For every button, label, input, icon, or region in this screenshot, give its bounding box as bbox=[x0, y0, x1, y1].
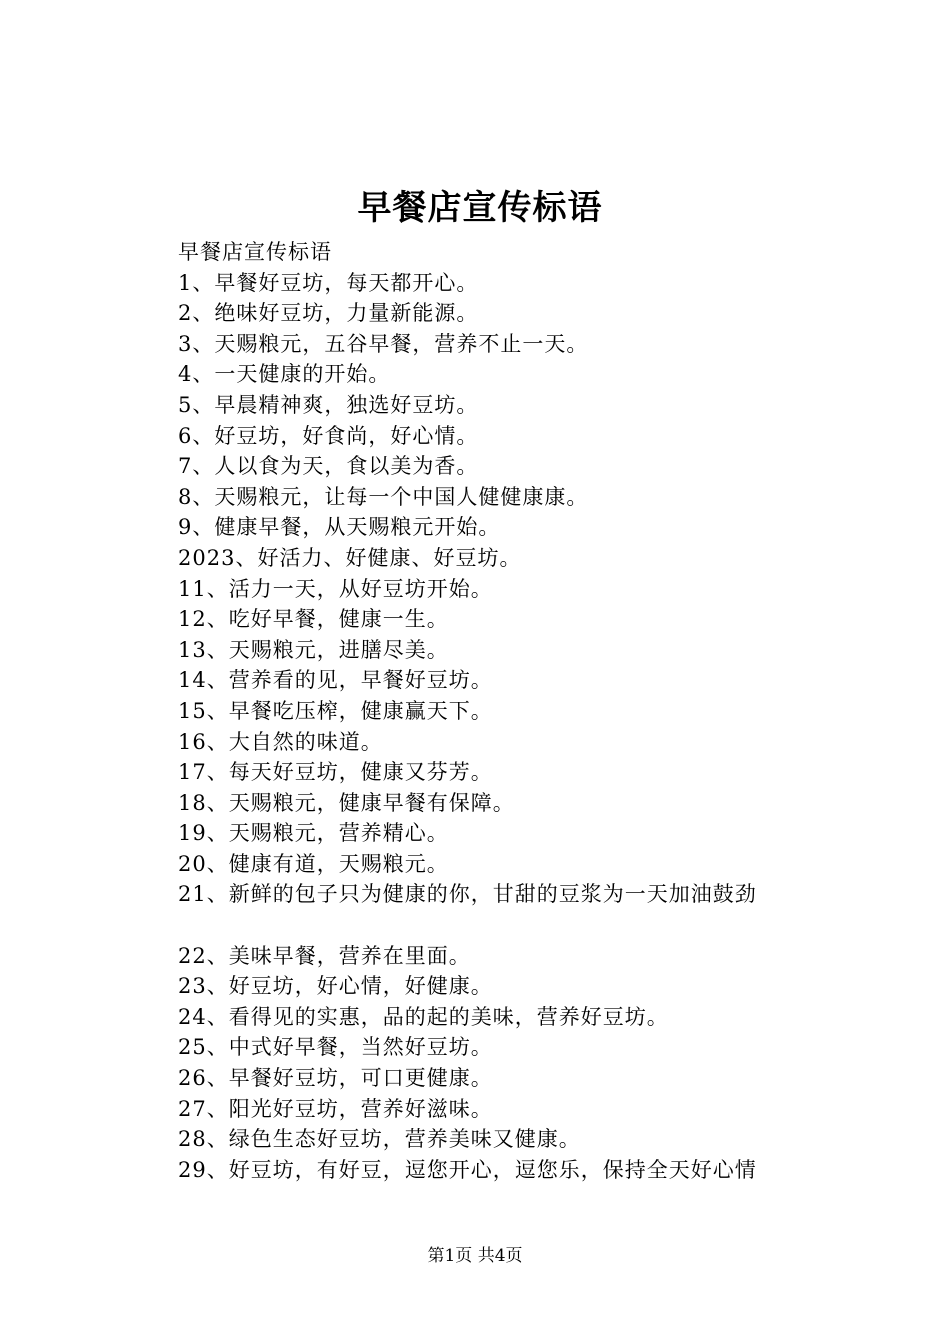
text-line: 20、健康有道，天赐粮元。 bbox=[178, 851, 449, 876]
text-line: 16、大自然的味道。 bbox=[178, 729, 383, 754]
text-line: 13、天赐粮元，进膳尽美。 bbox=[178, 637, 449, 662]
text-line: 24、看得见的实惠，品的起的美味，营养好豆坊。 bbox=[178, 1004, 669, 1029]
text-line: 1、早餐好豆坊，每天都开心。 bbox=[178, 270, 479, 295]
text-line: 15、早餐吃压榨，健康赢天下。 bbox=[178, 698, 493, 723]
text-line: 7、人以食为天，食以美为香。 bbox=[178, 454, 479, 479]
text-line: 2023、好活力、好健康、好豆坊。 bbox=[178, 545, 522, 570]
text-line: 18、天赐粮元，健康早餐有保障。 bbox=[178, 790, 515, 815]
text-line: 11、活力一天，从好豆坊开始。 bbox=[178, 576, 493, 601]
text-line: 21、新鲜的包子只为健康的你，甘甜的豆浆为一天加油鼓劲 bbox=[178, 882, 757, 907]
text-line: 9、健康早餐，从天赐粮元开始。 bbox=[178, 515, 501, 540]
text-line: 28、绿色生态好豆坊，营养美味又健康。 bbox=[178, 1127, 581, 1152]
document-title: 早餐店宣传标语 bbox=[357, 188, 603, 228]
text-line: 12、吃好早餐，健康一生。 bbox=[178, 607, 449, 632]
text-line: 22、美味早餐，营养在里面。 bbox=[178, 943, 471, 968]
text-line: 19、天赐粮元，营养精心。 bbox=[178, 821, 449, 846]
text-line: 3、天赐粮元，五谷早餐，营养不止一天。 bbox=[178, 331, 589, 356]
text-line: 26、早餐好豆坊，可口更健康。 bbox=[178, 1066, 493, 1091]
text-line: 早餐店宣传标语 bbox=[178, 240, 332, 264]
blank-line bbox=[178, 910, 858, 941]
text-line: 29、好豆坊，有好豆，逗您开心，逗您乐，保持全天好心情 bbox=[178, 1157, 757, 1182]
text-line: 23、好豆坊，好心情，好健康。 bbox=[178, 974, 493, 999]
text-line: 5、早晨精神爽，独选好豆坊。 bbox=[178, 392, 479, 417]
text-line: 25、中式好早餐，当然好豆坊。 bbox=[178, 1035, 493, 1060]
text-line: 6、好豆坊，好食尚，好心情。 bbox=[178, 423, 479, 448]
text-line: 27、阳光好豆坊，营养好滋味。 bbox=[178, 1096, 493, 1121]
text-line: 4、一天健康的开始。 bbox=[178, 362, 391, 387]
text-line: 8、天赐粮元，让每一个中国人健健康康。 bbox=[178, 484, 589, 509]
text-line: 17、每天好豆坊，健康又芬芳。 bbox=[178, 760, 493, 785]
page-footer: 第1页 共4页 bbox=[427, 1246, 523, 1266]
text-line: 14、营养看的见，早餐好豆坊。 bbox=[178, 668, 493, 693]
document-body bbox=[178, 237, 858, 1185]
text-line: 2、绝味好豆坊，力量新能源。 bbox=[178, 301, 479, 326]
